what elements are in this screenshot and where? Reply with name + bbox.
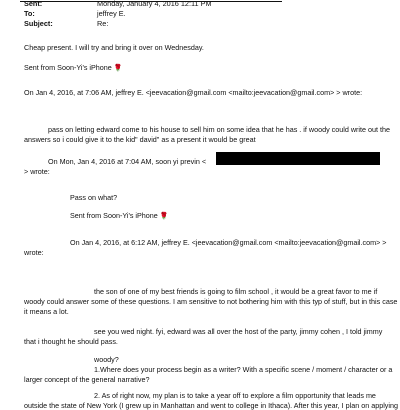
quote-header: On Mon, Jan 4, 2016 at 7:04 AM, soon yi previn < [48, 157, 207, 166]
quote-header-end: > wrote: [24, 167, 50, 176]
quote-header: On Jan 4, 2016, at 7:06 AM, jeffrey E. <jeevacation@gmail.com <mailto:jeevacation@gmail.com> > wrote: [24, 88, 363, 97]
signature-line [70, 211, 169, 222]
flower-icon: 🌹 [159, 213, 169, 220]
subject-value: Re: [97, 19, 109, 28]
list-item: larger concept of the general narrative? [24, 375, 150, 384]
signature-line [24, 63, 123, 74]
quoted-text-line: answers so i could give it to the kid" david" as a present it would be great [24, 135, 256, 144]
quoted-text-line: Pass on what? [70, 193, 118, 202]
signature-text: Sent from Soon-Yi's iPhone [70, 211, 158, 220]
quote-header-end: wrote: [24, 248, 44, 257]
to-label: To: [24, 9, 35, 18]
quoted-text-line: woody could answer some of these questions. I am sensitive to not bothering him with this typ of stuff, but in this case [24, 297, 398, 306]
quoted-text-line: it means a lot. [24, 307, 69, 316]
quoted-text-line: that i thought he should pass. [24, 337, 118, 346]
reply-text: Cheap present. I will try and bring it over on Wednesday. [24, 43, 204, 52]
sent-value: Monday, January 4, 2016 12:11 PM [97, 0, 212, 8]
quoted-text-line: the son of one of my best friends is going to film school , it would be a great favor to me if [94, 287, 378, 296]
redaction-box [216, 152, 380, 165]
list-item: 1.Where does your process begin as a writer? With a specific scene / moment / character or a [94, 365, 393, 374]
quote-header: On Jan 4, 2016, at 6:12 AM, jeffrey E. <jeevacation@gmail.com <mailto:jeevacation@gmail.com> > [70, 238, 387, 247]
to-value: jeffrey E. [97, 9, 126, 18]
list-item: outside the state of New York (I grew up in Manhattan and went to college in Ithaca). After this year, I plan on applying [24, 401, 398, 410]
quoted-text-line: woody? [94, 355, 119, 364]
quoted-text-line: see you wed night. fyi, edward was all over the host of the party, jimmy cohen , I told jimmy [94, 327, 383, 336]
list-item: 2. As of right now, my plan is to take a year off to explore a film opportunity that leads me [94, 391, 376, 400]
subject-label: Subject: [24, 19, 53, 28]
flower-icon: 🌹 [113, 65, 123, 72]
sent-label: Sent: [24, 0, 43, 8]
quoted-text-line: pass on letting edward come to his house to sell him on some idea that he has . if woody could write out the [48, 125, 390, 134]
signature-text: Sent from Soon-Yi's iPhone [24, 63, 112, 72]
